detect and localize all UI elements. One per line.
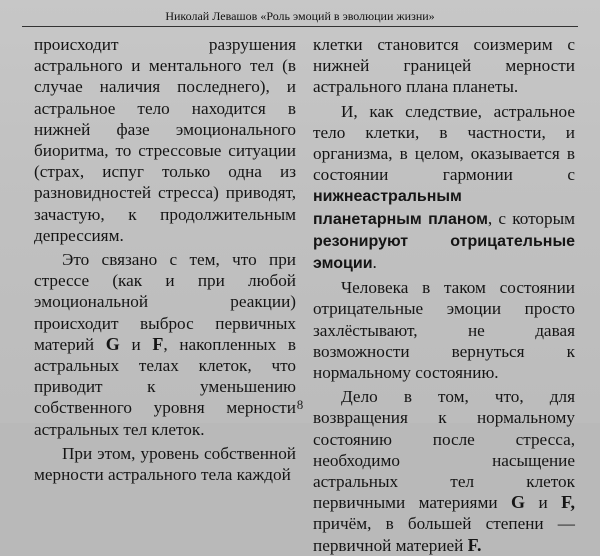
left-p2-text-3: , накопленных в астральных телах клеток, что приводит к уменьшению собственного уровня мерности астральных тел клеток. <box>34 334 296 439</box>
matter-g: G <box>105 333 120 354</box>
right-p2-text-3: . <box>372 253 377 273</box>
right-p4-text-3: причём, в большей степени — первичной материей <box>313 514 575 555</box>
matter-g-2: G <box>511 492 526 513</box>
right-p4-text-2: и <box>538 493 548 513</box>
page-number: 8 <box>296 397 304 412</box>
matter-f-3: F. <box>467 534 482 555</box>
matter-f: F <box>152 333 164 354</box>
emphasis-planetary-plan: нижнеастральным планетарным планом <box>313 188 488 228</box>
header-rule <box>22 26 578 27</box>
left-p2-text-2: и <box>131 334 141 354</box>
emphasis-negative-emotions: резонируют отрицательные эмоции <box>313 232 575 273</box>
right-paragraph-2 <box>313 101 575 275</box>
left-paragraph-3: При этом, уровень собственной мерности астрального тела каждой <box>34 443 296 485</box>
right-p4-text-1: Дело в том, что, для возвращения к нормальному состоянию после стресса, необходимо насыщение астральных тел клеток первичными материями <box>313 387 575 513</box>
running-header: Николай Левашов «Роль эмоций в эволюции жизни» <box>165 9 435 23</box>
left-paragraph-1: происходит разрушения астрального и ментального тел (в случае наличия последнего), и астральное тело находится в нижней фазе эмоционального биоритма, то стрессовые ситуации (страх, испуг только одна из разновидностей стресса) приводят, зачастую, к продолжительным депрессиям. <box>34 35 296 245</box>
left-p2-text-1: Это связано с тем, что при стрессе (как и при любой эмоциональной реакции) происходит выброс первичных материй <box>34 250 296 354</box>
left-column <box>34 34 296 485</box>
right-paragraph-3: Человека в таком состоянии отрицательные эмоции просто захлёстывают, не давая возможности вернуться к нормальному состоянию. <box>313 278 575 383</box>
right-p2-text-1: И, как следствие, астральное тело клетки, в частности, и организма, в целом, оказывается в состоянии гармонии с <box>313 101 575 185</box>
matter-f-2: F, <box>561 492 575 513</box>
right-p2-text-2: , с которым <box>487 208 575 228</box>
right-paragraph-1: клетки становится соизмерим с нижней границей мерности астрального плана планеты. <box>313 35 575 97</box>
right-column <box>313 34 575 556</box>
